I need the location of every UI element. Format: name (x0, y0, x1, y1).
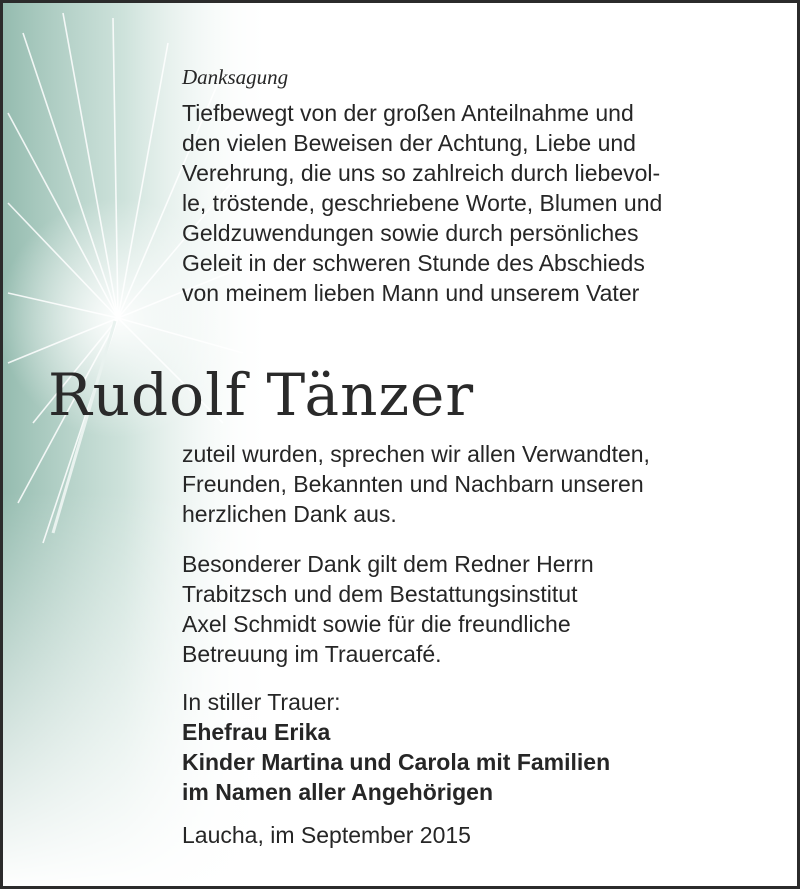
deceased-name: Rudolf Tänzer (48, 361, 475, 429)
intro-paragraph (182, 98, 777, 308)
text-line: den vielen Beweisen der Achtung, Liebe und (182, 130, 636, 156)
text-line: Geleit in der schweren Stunde des Abschieds (182, 250, 645, 276)
text-line: Geldzuwendungen sowie durch persönliches (182, 220, 639, 246)
text-line: herzlichen Dank aus. (182, 501, 397, 527)
text-line: von meinem lieben Mann und unserem Vater (182, 280, 640, 306)
text-line: Freunden, Bekannten und Nachbarn unseren (182, 471, 644, 497)
text-line: Tiefbewegt von der großen Anteilnahme und (182, 100, 634, 126)
mourner-line: Kinder Martina und Carola mit Familien (182, 749, 611, 775)
text-line: Verehrung, die uns so zahlreich durch liebevol- (182, 160, 661, 186)
text-line: Betreuung im Trauercafé. (182, 641, 442, 667)
text-line: Trabitzsch und dem Bestattungsinstitut (182, 581, 578, 607)
mourner-line: im Namen aller Angehörigen (182, 779, 493, 805)
text-line: zuteil wurden, sprechen wir allen Verwandten, (182, 441, 650, 467)
mourners-section (182, 687, 777, 807)
text-line: le, tröstende, geschriebene Worte, Blumen und (182, 190, 663, 216)
place-date: Laucha, im September 2015 (182, 822, 471, 848)
mourner-line: Ehefrau Erika (182, 719, 331, 745)
mourning-intro: In stiller Trauer: (182, 689, 341, 715)
thanks-paragraph (182, 439, 777, 529)
notice-heading: Danksagung (182, 65, 289, 89)
text-line: Axel Schmidt sowie für die freundliche (182, 611, 571, 637)
special-thanks-paragraph (182, 549, 777, 669)
text-line: Besonderer Dank gilt dem Redner Herrn (182, 551, 594, 577)
